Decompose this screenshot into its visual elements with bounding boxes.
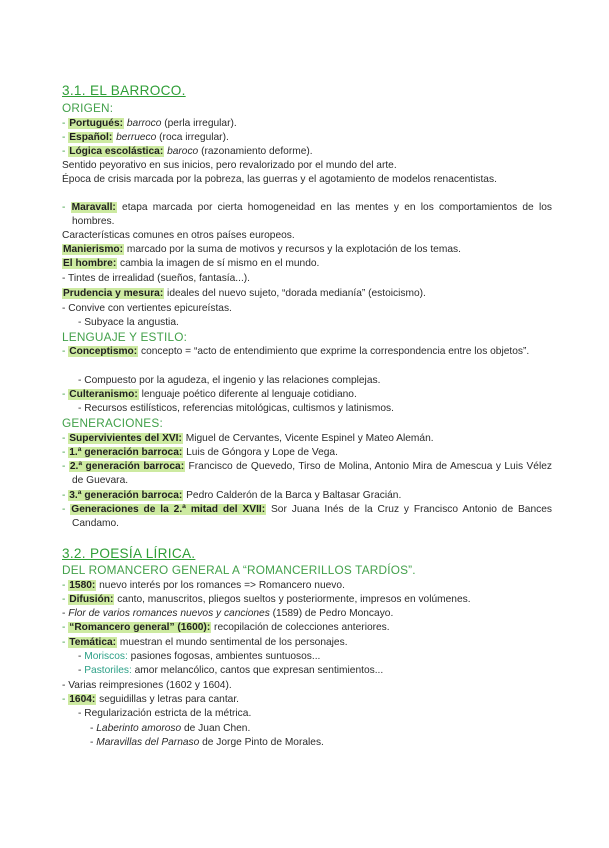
list-item: - Maravall: etapa marcada por cierta homogeneidad en las mentes y en los comportamientos de los hombres. xyxy=(62,202,552,227)
list-item: - Conceptismo: concepto = “acto de entendimiento que exprime la correspondencia entre los objetos”. xyxy=(62,346,530,357)
list-item: - Supervivientes del XVI: Miguel de Cervantes, Vicente Espinel y Mateo Alemán. xyxy=(62,433,434,444)
list-item: - Difusión: canto, manuscritos, pliegos sueltos y posteriormente, impresos en volúmenes. xyxy=(62,594,471,605)
paragraph: Características comunes en otros países europeos. xyxy=(62,230,295,241)
list-item: - 1.ª generación barroca: Luis de Góngora y Lope de Vega. xyxy=(62,447,338,458)
list-item: - Culteranismo: lenguaje poético diferente al lenguaje cotidiano. xyxy=(62,389,357,400)
list-subitem: - Compuesto por la agudeza, el ingenio y las relaciones complejas. xyxy=(78,375,381,386)
heading-origen: ORIGEN: xyxy=(62,101,114,115)
heading-lenguaje: LENGUAJE Y ESTILO: xyxy=(62,330,188,344)
list-subitem: - Subyace la angustia. xyxy=(78,317,179,328)
list-item: - Tintes de irrealidad (sueños, fantasía...). xyxy=(62,273,251,284)
paragraph: Sentido peyorativo en sus inicios, pero revalorizado por el mundo del arte. xyxy=(62,160,397,171)
list-subitem: - Recursos estilísticos, referencias mitológicas, cultismos y latinismos. xyxy=(78,403,394,414)
paragraph: El hombre: cambia la imagen de sí mismo en el mundo. xyxy=(63,258,320,269)
list-item: - Convive con vertientes epicureístas. xyxy=(62,303,232,314)
list-subitem: - Moriscos: pasiones fogosas, ambientes suntuosos... xyxy=(78,651,321,662)
list-item: - Español: berrueco (roca irregular). xyxy=(62,132,229,143)
list-item: - Flor de varios romances nuevos y canciones (1589) de Pedro Moncayo. xyxy=(62,608,394,619)
list-subitem: - Maravillas del Parnaso de Jorge Pinto de Morales. xyxy=(90,737,324,748)
list-item: - 2.ª generación barroca: Francisco de Quevedo, Tirso de Molina, Antonio Mira de Amescua y Luis Vélez de Guevara. xyxy=(62,461,553,486)
paragraph: Época de crisis marcada por la pobreza, las guerras y el agotamiento de modelos renacentistas. xyxy=(62,174,497,185)
list-subitem: - Pastoriles: amor melancólico, cantos que expresan sentimientos... xyxy=(78,665,384,676)
list-item: - Generaciones de la 2.ª mitad del XVII: Sor Juana Inés de la Cruz y Francisco Antonio de Bances Candamo. xyxy=(62,504,552,529)
list-subitem: - Regularización estricta de la métrica. xyxy=(78,708,252,719)
section-title-barroco: 3.1. EL BARROCO. xyxy=(62,83,186,98)
heading-romancero: DEL ROMANCERO GENERAL A “ROMANCERILLOS TARDÍOS”. xyxy=(62,563,416,577)
list-item: - 1604: seguidillas y letras para cantar. xyxy=(62,694,239,705)
list-item: - Temática: muestran el mundo sentimental de los personajes. xyxy=(62,637,348,648)
section-title-poesia: 3.2. POESÍA LÍRICA. xyxy=(62,546,196,561)
paragraph: Prudencia y mesura: ideales del nuevo sujeto, “dorada medianía” (estoicismo). xyxy=(63,288,426,299)
list-item: - 1580: nuevo interés por los romances => Romancero nuevo. xyxy=(62,580,345,591)
paragraph: Manierismo: marcado por la suma de motivos y recursos y la explotación de los temas. xyxy=(63,244,461,255)
list-item: - Lógica escolástica: baroco (razonamiento deforme). xyxy=(62,146,313,157)
list-subitem: - Laberinto amoroso de Juan Chen. xyxy=(90,723,251,734)
list-item: - Portugués: barroco (perla irregular). xyxy=(62,118,237,129)
list-item: - Varias reimpresiones (1602 y 1604). xyxy=(62,680,232,691)
list-item: - 3.ª generación barroca: Pedro Calderón de la Barca y Baltasar Gracián. xyxy=(62,490,402,501)
heading-generaciones: GENERACIONES: xyxy=(62,416,163,430)
list-item: - “Romancero general” (1600): recopilación de colecciones anteriores. xyxy=(62,622,390,633)
